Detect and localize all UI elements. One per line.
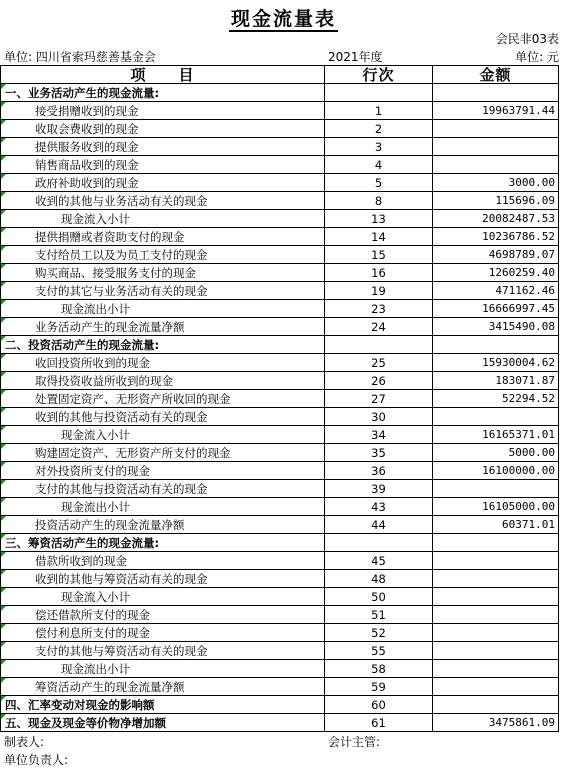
row-item-label: 收到的其他与筹资活动有关的现金 (35, 571, 208, 586)
row-amount: 1260259.40 (433, 264, 559, 282)
row-item-label: 支付的其他与投资活动有关的现金 (35, 481, 208, 496)
cell-marker-icon (1, 246, 6, 251)
section-row (1, 336, 559, 354)
row-line-number: 1 (325, 102, 433, 120)
table-row (1, 390, 559, 408)
header-item: 项 目 (1, 66, 325, 84)
row-item-label: 现金流入小计 (61, 589, 130, 604)
row-item-cell (1, 354, 325, 372)
row-item-label: 购买商品、接受服务支付的现金 (35, 265, 196, 280)
report-title: 现金流量表 (230, 8, 336, 30)
row-item-cell (1, 714, 325, 732)
row-amount (433, 156, 559, 174)
table-row (1, 606, 559, 624)
table-row (1, 354, 559, 372)
cell-marker-icon (1, 678, 6, 683)
section-row (1, 84, 559, 102)
row-line-number: 39 (325, 480, 433, 498)
row-line-number: 2 (325, 120, 433, 138)
row-line-number: 60 (325, 696, 433, 714)
row-item-cell (1, 444, 325, 462)
cell-marker-icon (1, 390, 6, 395)
row-amount: 16165371.01 (433, 426, 559, 444)
row-amount: 115696.09 (433, 192, 559, 210)
table-row (1, 516, 559, 534)
currency-unit-label: 单位: 元 (515, 50, 559, 64)
row-line-number: 30 (325, 408, 433, 426)
table-row (1, 642, 559, 660)
row-amount (433, 678, 559, 696)
row-amount (433, 552, 559, 570)
table-row (1, 552, 559, 570)
cell-marker-icon (1, 354, 6, 359)
row-amount: 16666997.45 (433, 300, 559, 318)
header-amount: 金额 (433, 66, 559, 84)
row-item-cell (1, 210, 325, 228)
table-row (1, 192, 559, 210)
row-item-label: 现金流出小计 (61, 661, 130, 676)
row-item-label: 支付的其他与筹资活动有关的现金 (35, 643, 208, 658)
row-line-number: 36 (325, 462, 433, 480)
row-line-number: 34 (325, 426, 433, 444)
row-amount (433, 408, 559, 426)
row-amount: 52294.52 (433, 390, 559, 408)
cell-marker-icon (1, 696, 6, 701)
row-line-number: 15 (325, 246, 433, 264)
row-item-cell (1, 102, 325, 120)
row-item-label: 取得投资收益所收到的现金 (35, 373, 173, 388)
organization-label: 单位: 四川省索玛慈善基金会 (4, 50, 156, 64)
row-item-label: 收取会费收到的现金 (35, 121, 139, 136)
row-amount (433, 570, 559, 588)
row-line-number (325, 336, 433, 354)
row-item-label: 现金流入小计 (61, 427, 130, 442)
cell-marker-icon (1, 210, 6, 215)
table-row (1, 282, 559, 300)
row-item-label: 处置固定资产、无形资产所收回的现金 (35, 391, 231, 406)
row-amount: 3000.00 (433, 174, 559, 192)
row-amount (433, 624, 559, 642)
header-line: 行次 (325, 66, 433, 84)
cell-marker-icon (1, 480, 6, 485)
row-line-number: 48 (325, 570, 433, 588)
row-amount: 183071.87 (433, 372, 559, 390)
row-item-cell (1, 516, 325, 534)
cell-marker-icon (1, 228, 6, 233)
table-row (1, 138, 559, 156)
row-amount: 19963791.44 (433, 102, 559, 120)
row-item-label: 二、投资活动产生的现金流量: (5, 337, 160, 352)
fiscal-year-label: 2021年度 (328, 50, 383, 64)
cell-marker-icon (1, 552, 6, 557)
table-row (1, 462, 559, 480)
row-line-number: 27 (325, 390, 433, 408)
row-amount: 16100000.00 (433, 462, 559, 480)
table-row (1, 408, 559, 426)
row-item-cell (1, 588, 325, 606)
row-amount (433, 138, 559, 156)
row-item-cell (1, 624, 325, 642)
row-item-cell (1, 300, 325, 318)
row-line-number: 19 (325, 282, 433, 300)
row-item-label: 支付的其它与业务活动有关的现金 (35, 283, 208, 298)
row-item-label: 支付给员工以及为员工支付的现金 (35, 247, 208, 262)
row-item-cell (1, 174, 325, 192)
cell-marker-icon (1, 264, 6, 269)
cell-marker-icon (1, 138, 6, 143)
row-item-label: 偿还借款所支付的现金 (35, 607, 150, 622)
cell-marker-icon (1, 498, 6, 503)
accountant-label: 会计主管: (328, 735, 381, 749)
row-item-cell (1, 480, 325, 498)
row-item-label: 四、汇率变动对现金的影响额 (5, 697, 155, 712)
cell-marker-icon (1, 102, 6, 107)
table-row (1, 174, 559, 192)
row-item-label: 政府补助收到的现金 (35, 175, 139, 190)
row-line-number: 59 (325, 678, 433, 696)
row-item-label: 购建固定资产、无形资产所支付的现金 (35, 445, 231, 460)
cell-marker-icon (1, 624, 6, 629)
row-amount: 3475861.09 (433, 714, 559, 732)
row-item-cell (1, 696, 325, 714)
cell-marker-icon (1, 714, 6, 719)
row-amount (433, 606, 559, 624)
row-item-label: 现金流入小计 (61, 211, 130, 226)
row-amount: 20082487.53 (433, 210, 559, 228)
row-item-cell (1, 138, 325, 156)
table-row (1, 228, 559, 246)
cell-marker-icon (1, 372, 6, 377)
row-line-number: 3 (325, 138, 433, 156)
row-line-number: 26 (325, 372, 433, 390)
row-item-cell (1, 318, 325, 336)
table-row (1, 660, 559, 678)
row-line-number: 55 (325, 642, 433, 660)
row-line-number: 13 (325, 210, 433, 228)
cell-marker-icon (1, 300, 6, 305)
row-line-number: 14 (325, 228, 433, 246)
cell-marker-icon (1, 192, 6, 197)
row-item-label: 收回投资所收到的现金 (35, 355, 150, 370)
row-line-number: 16 (325, 264, 433, 282)
table-row (1, 210, 559, 228)
table-row (1, 444, 559, 462)
row-item-cell (1, 228, 325, 246)
row-item-cell (1, 264, 325, 282)
cell-marker-icon (1, 426, 6, 431)
row-item-cell (1, 552, 325, 570)
row-line-number: 25 (325, 354, 433, 372)
row-item-label: 提供捐赠或者资助支付的现金 (35, 229, 185, 244)
cell-marker-icon (1, 156, 6, 161)
row-line-number: 44 (325, 516, 433, 534)
row-item-label: 投资活动产生的现金流量净额 (35, 517, 185, 532)
row-item-label: 现金流出小计 (61, 301, 130, 316)
row-amount: 10236786.52 (433, 228, 559, 246)
table-row (1, 426, 559, 444)
table-row (1, 156, 559, 174)
row-item-cell (1, 192, 325, 210)
cell-marker-icon (1, 534, 6, 539)
row-line-number: 51 (325, 606, 433, 624)
row-amount (433, 642, 559, 660)
row-item-cell (1, 84, 325, 102)
row-item-label: 现金流出小计 (61, 499, 130, 514)
cell-marker-icon (1, 642, 6, 647)
section-row (1, 534, 559, 552)
row-item-label: 销售商品收到的现金 (35, 157, 139, 172)
row-item-cell (1, 570, 325, 588)
row-item-cell (1, 462, 325, 480)
row-line-number: 45 (325, 552, 433, 570)
table-row (1, 246, 559, 264)
table-row (1, 678, 559, 696)
row-item-label: 五、现金及现金等价物净增加额 (5, 715, 166, 730)
cell-marker-icon (1, 408, 6, 413)
section-row (1, 714, 559, 732)
cell-marker-icon (1, 444, 6, 449)
row-item-cell (1, 246, 325, 264)
cash-flow-table (0, 65, 559, 732)
row-item-label: 提供服务收到的现金 (35, 139, 139, 154)
table-row (1, 264, 559, 282)
row-item-cell (1, 498, 325, 516)
row-line-number: 50 (325, 588, 433, 606)
row-line-number: 8 (325, 192, 433, 210)
section-row (1, 696, 559, 714)
table-row (1, 372, 559, 390)
row-amount (433, 120, 559, 138)
cell-marker-icon (1, 282, 6, 287)
row-amount: 471162.46 (433, 282, 559, 300)
row-item-cell (1, 660, 325, 678)
row-line-number: 23 (325, 300, 433, 318)
row-line-number: 58 (325, 660, 433, 678)
row-item-cell (1, 606, 325, 624)
row-item-label: 三、筹资活动产生的现金流量: (5, 535, 160, 550)
row-line-number (325, 534, 433, 552)
row-item-cell (1, 390, 325, 408)
row-line-number: 61 (325, 714, 433, 732)
table-row (1, 570, 559, 588)
table-row (1, 120, 559, 138)
row-line-number (325, 84, 433, 102)
row-item-label: 接受捐赠收到的现金 (35, 103, 139, 118)
row-item-label: 一、业务活动产生的现金流量: (5, 85, 160, 100)
row-item-label: 收到的其他与投资活动有关的现金 (35, 409, 208, 424)
row-amount: 15930004.62 (433, 354, 559, 372)
row-line-number: 35 (325, 444, 433, 462)
row-line-number: 5 (325, 174, 433, 192)
unit-head-label: 单位负责人: (4, 753, 69, 767)
table-row (1, 498, 559, 516)
cell-marker-icon (1, 570, 6, 575)
cell-marker-icon (1, 516, 6, 521)
cell-marker-icon (1, 588, 6, 593)
row-item-cell (1, 336, 325, 354)
row-item-cell (1, 408, 325, 426)
row-amount: 16105000.00 (433, 498, 559, 516)
row-item-cell (1, 120, 325, 138)
row-amount (433, 480, 559, 498)
cell-marker-icon (1, 318, 6, 323)
cell-marker-icon (1, 84, 6, 89)
row-item-cell (1, 426, 325, 444)
cell-marker-icon (1, 660, 6, 665)
table-row (1, 318, 559, 336)
table-header-row (1, 66, 559, 84)
row-line-number: 43 (325, 498, 433, 516)
table-row (1, 300, 559, 318)
row-item-cell (1, 156, 325, 174)
row-item-label: 收到的其他与业务活动有关的现金 (35, 193, 208, 208)
table-row (1, 588, 559, 606)
cell-marker-icon (1, 606, 6, 611)
preparer-label: 制表人: (4, 735, 45, 749)
cell-marker-icon (1, 336, 6, 341)
row-item-label: 筹资活动产生的现金流量净额 (35, 679, 185, 694)
row-amount (433, 534, 559, 552)
row-amount: 3415490.08 (433, 318, 559, 336)
row-item-cell (1, 642, 325, 660)
row-item-label: 对外投资所支付的现金 (35, 463, 150, 478)
cell-marker-icon (1, 174, 6, 179)
row-item-label: 借款所收到的现金 (35, 553, 127, 568)
row-amount (433, 336, 559, 354)
row-amount (433, 696, 559, 714)
row-line-number: 4 (325, 156, 433, 174)
table-row (1, 102, 559, 120)
table-row (1, 480, 559, 498)
row-amount (433, 588, 559, 606)
row-amount: 4698789.07 (433, 246, 559, 264)
row-item-cell (1, 282, 325, 300)
row-item-cell (1, 372, 325, 390)
row-amount (433, 660, 559, 678)
row-amount: 5000.00 (433, 444, 559, 462)
row-item-cell (1, 678, 325, 696)
row-line-number: 52 (325, 624, 433, 642)
table-row (1, 624, 559, 642)
row-amount: 60371.01 (433, 516, 559, 534)
row-item-label: 偿付利息所支付的现金 (35, 625, 150, 640)
cell-marker-icon (1, 120, 6, 125)
row-item-label: 业务活动产生的现金流量净额 (35, 319, 185, 334)
row-amount (433, 84, 559, 102)
row-line-number: 24 (325, 318, 433, 336)
form-number: 会民非03表 (495, 32, 559, 46)
row-item-cell (1, 534, 325, 552)
cell-marker-icon (1, 462, 6, 467)
